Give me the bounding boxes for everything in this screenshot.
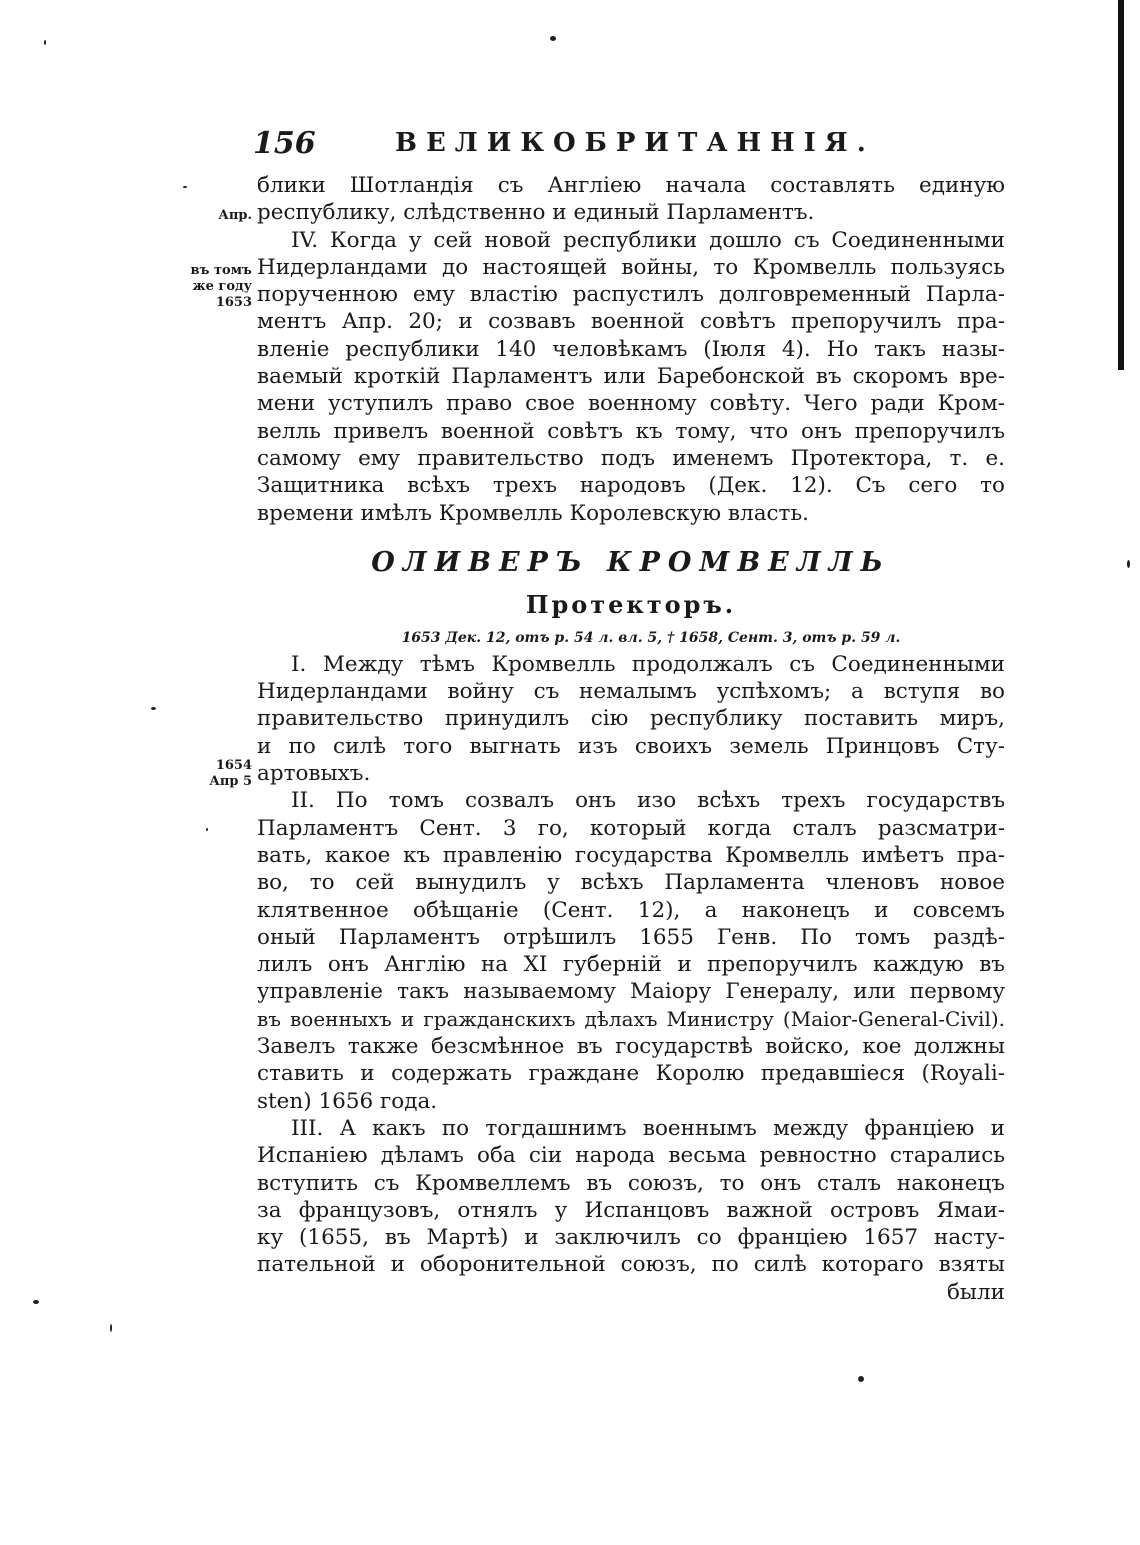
text-line: оный Парламентъ отрѣшилъ 1655 Генв. По томъ раздѣ- <box>257 924 1005 950</box>
running-title: ВЕЛИКОБРИТАННІЯ. <box>395 128 875 158</box>
text-line: III. А какъ по тогдашнимъ военнымъ между франціею и <box>291 1115 1005 1141</box>
text-line: вать, какое къ правленію государства Кромвелль имѣетъ пра- <box>257 842 1005 868</box>
text-line: Нидерландами войну съ немалымъ успѣхомъ; а вступя во <box>257 679 1005 705</box>
text-line: блики Шотландія съ Англіею начала составлять единую <box>257 173 1005 198</box>
text-line: мени уступилъ право свое военному совѣту. Чего ради Кром- <box>257 391 1005 417</box>
margin-note-1654: 1654 Апр 5 <box>209 758 252 789</box>
text-line: самому ему правительство подъ именемъ Протектора, т. е. <box>257 445 1005 471</box>
scan-speck <box>550 36 556 41</box>
text-line: вленіе республики 140 человѣкамъ (Іюля 4). Но такъ назы- <box>257 336 1005 362</box>
text-line: въ военныхъ и гражданскихъ дѣлахъ Министру (Maior-General-Civil). <box>257 1006 1005 1031</box>
text-line: во, то сей вынудилъ у всѣхъ Парламента членовъ новое <box>257 870 1005 896</box>
text-line: порученною ему властію распустилъ долговременный Парла- <box>257 282 1005 308</box>
text-line: ку (1655, въ Мартѣ) и заключилъ со франціею 1657 насту- <box>257 1225 1005 1251</box>
scan-speck <box>33 1300 39 1304</box>
text-line: sten) 1656 года. <box>257 1088 438 1114</box>
main-text <box>257 172 1005 1306</box>
text-line: ставить и содержать граждане Королю предавшіеся (Royali- <box>257 1061 1005 1087</box>
text-line: Испаніею дѣламъ оба сіи народа весьма ревностно старались <box>257 1143 1005 1169</box>
scan-speck <box>44 40 46 45</box>
text-line: правительство принудилъ сію республику поставить миръ, <box>257 706 1005 732</box>
text-line: артовыхъ. <box>257 761 371 787</box>
scan-speck <box>858 1376 864 1382</box>
margin-note-apr: Апр. <box>218 208 252 223</box>
text-line: вступить съ Кромвеллемъ въ союзъ, то онъ сталъ наконецъ <box>257 1170 1005 1196</box>
margin-note-same-year: въ томъ же году 1653 <box>190 263 252 310</box>
text-line: времени имѣлъ Кромвелль Королевскую власть. <box>257 500 809 526</box>
text-line: I. Между тѣмъ Кромвелль продолжалъ съ Соединенными <box>291 651 1005 677</box>
page-number: 156 <box>253 126 316 161</box>
text-line: клятвенное обѣщаніе (Сент. 12), а наконецъ и совсемъ <box>257 897 1005 923</box>
scan-speck <box>151 707 156 710</box>
scan-speck <box>206 828 208 831</box>
page-header <box>253 126 875 166</box>
text-line: Защитника всѣхъ трехъ народовъ (Дек. 12). Съ сего то <box>257 473 1005 499</box>
text-line: Нидерландами до настоящей войны, то Кромвелль пользуясь <box>257 254 1005 280</box>
text-line: управленіе такъ называемому Маіору Генералу, или первому <box>257 979 1005 1005</box>
paragraph-ii <box>257 787 1005 1115</box>
paragraph-continuation <box>257 172 1005 227</box>
text-line: лилъ онъ Англію на XI губерній и препоручилъ каждую въ <box>257 952 1005 978</box>
text-line: ментъ Апр. 20; и созвавъ военной совѣтъ препоручилъ пра- <box>257 309 1005 335</box>
text-line: за французовъ, отнялъ у Испанцовъ важной островъ Ямаи- <box>257 1197 1005 1223</box>
text-line: республику, слѣдственно и единый Парламентъ. <box>257 200 815 226</box>
text-line: IV. Когда у сей новой республики дошло съ Соединенными <box>291 227 1005 253</box>
catchword: были <box>946 1279 1005 1305</box>
reign-dates: 1653 Дек. 12, отъ р. 54 л. вл. 5, † 1658, Сент. 3, отъ р. 59 л. <box>401 629 901 646</box>
text-line: велль привелъ военной совѣтъ къ тому, что онъ препоручилъ <box>257 418 1005 444</box>
text-line: II. По томъ созвалъ онъ изо всѣхъ трехъ государствъ <box>291 788 1005 814</box>
text-line: Парламентъ Сент. 3 го, который когда сталъ разсматри- <box>257 815 1005 841</box>
text-line: и по силѣ того выгнать изъ своихъ земель Принцовъ Сту- <box>257 733 1005 759</box>
scan-speck <box>110 1324 112 1332</box>
paragraph-i <box>257 651 1005 787</box>
scan-speck <box>183 186 187 188</box>
paragraph-iii <box>257 1115 1005 1306</box>
text-line: Завелъ также безсмѣнное въ государствѣ войско, кое должны <box>257 1034 1005 1060</box>
scan-speck <box>1127 560 1130 568</box>
text-line: пательной и оборонительной союзъ, по силѣ котораго взяты <box>257 1252 1005 1278</box>
section-title: ОЛИВЕРЪ КРОМВЕЛЛЬ <box>371 546 891 578</box>
page-edge-shadow <box>1118 0 1124 370</box>
section-subtitle: Протекторъ. <box>525 589 737 619</box>
paragraph-iv <box>257 227 1005 527</box>
text-line: ваемый кроткій Парламентъ или Баребонской въ скоромъ вре- <box>257 364 1005 390</box>
